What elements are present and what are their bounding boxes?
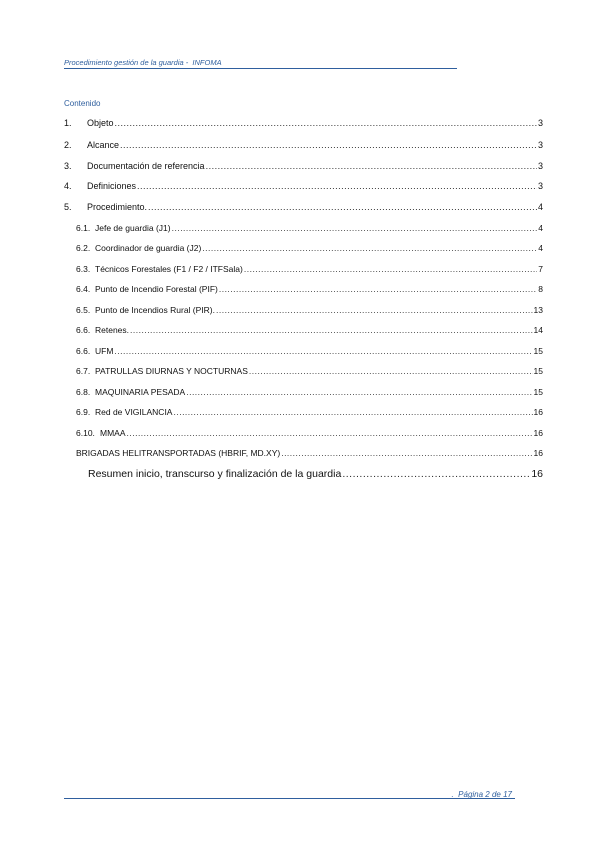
- toc-entry-title: Objeto: [87, 118, 114, 128]
- toc-leader-dots: [186, 387, 532, 397]
- toc-leader-dots: [148, 202, 537, 212]
- toc-entry-page: 16: [533, 407, 543, 417]
- toc-entry-number: 6.9.: [76, 407, 91, 417]
- toc-leader-dots: [244, 264, 537, 274]
- toc-leader-dots: [281, 448, 532, 458]
- toc-entry-red-vigilancia[interactable]: [76, 407, 543, 417]
- toc-entry-title: Técnicos Forestales (F1 / F2 / ITFSala): [95, 264, 243, 274]
- toc-entry-procedimiento[interactable]: [64, 202, 543, 212]
- toc-leader-dots: [130, 325, 533, 335]
- toc-leader-dots: [342, 468, 530, 480]
- toc-entry-number: 6.6.: [76, 346, 91, 356]
- toc-entry-retenes[interactable]: [76, 325, 543, 335]
- toc-entry-number: 6.1.: [76, 223, 91, 233]
- toc-entry-title: MMAA: [100, 428, 126, 438]
- toc-entry-page: 16: [531, 468, 543, 480]
- toc-entry-jefe-guardia[interactable]: [76, 223, 543, 233]
- toc-entry-title: Punto de Incendio Forestal (PIF): [95, 284, 218, 294]
- toc-entry-page: 16: [533, 428, 543, 438]
- toc-entry-title: Alcance: [87, 140, 120, 150]
- toc-entry-page: 3: [537, 140, 543, 150]
- toc-entry-page: 4: [537, 202, 543, 212]
- page-footer: . Página 2 de 17: [451, 790, 512, 799]
- toc-entry-page: 3: [537, 181, 543, 191]
- toc-entry-title: UFM: [95, 346, 114, 356]
- toc-entry-number: 6.6.: [76, 325, 91, 335]
- toc-entry-ufm[interactable]: [76, 346, 543, 356]
- toc-entry-title: MAQUINARIA PESADA: [95, 387, 186, 397]
- toc-entry-title: Coordinador de guardia (J2): [95, 243, 202, 253]
- toc-leader-dots: [173, 407, 532, 417]
- toc-entry-title: BRIGADAS HELITRANSPORTADAS (HBRIF, MD.XY): [76, 448, 281, 458]
- toc-entry-patrullas[interactable]: [76, 366, 543, 376]
- toc-entry-alcance[interactable]: [64, 140, 543, 150]
- toc-entry-coordinador-guardia[interactable]: [76, 243, 543, 253]
- toc-entry-punto-incendio-forestal[interactable]: [76, 284, 543, 294]
- toc-entry-punto-incendios-rural[interactable]: [76, 305, 543, 315]
- toc-entry-page: 8: [538, 284, 543, 294]
- toc-leader-dots: [172, 223, 538, 233]
- toc-entry-title: Retenes.: [95, 325, 130, 335]
- toc-leader-dots: [249, 366, 533, 376]
- page-header: Procedimiento gestión de la guardia - INFOMA: [64, 58, 222, 67]
- toc-entry-number: 6.10.: [76, 428, 95, 438]
- footer-rule: [64, 798, 515, 799]
- toc-entry-title: Jefe de guardia (J1): [95, 223, 171, 233]
- toc-entry-mmaa[interactable]: [76, 428, 543, 438]
- header-rule: [64, 68, 457, 69]
- toc-heading: Contenido: [64, 99, 101, 108]
- toc-leader-dots: [137, 181, 537, 191]
- toc-entry-page: 15: [533, 387, 543, 397]
- toc-entry-number: 4.: [64, 181, 72, 191]
- toc-entry-maquinaria-pesada[interactable]: [76, 387, 543, 397]
- toc-leader-dots: [219, 284, 537, 294]
- toc-entry-page: 16: [533, 448, 543, 458]
- toc-entry-number: 3.: [64, 161, 72, 171]
- toc-entry-title: Documentación de referencia: [87, 161, 205, 171]
- toc-entry-number: 2.: [64, 140, 72, 150]
- toc-entry-number: 6.2.: [76, 243, 91, 253]
- toc-entry-page: 13: [533, 305, 543, 315]
- toc-entry-number: 6.7.: [76, 366, 91, 376]
- toc-entry-tecnicos-forestales[interactable]: [76, 264, 543, 274]
- toc-leader-dots: [216, 305, 533, 315]
- toc-entry-objeto[interactable]: [64, 118, 543, 128]
- toc-entry-page: 15: [533, 346, 543, 356]
- toc-leader-dots: [115, 118, 537, 128]
- toc-entry-number: 6.3.: [76, 264, 91, 274]
- toc-entry-title: Resumen inicio, transcurso y finalización de la guardia: [88, 468, 342, 480]
- toc-entry-title: Punto de Incendios Rural (PIR).: [95, 305, 216, 315]
- toc-entry-number: 6.4.: [76, 284, 91, 294]
- toc-entry-definiciones[interactable]: [64, 181, 543, 191]
- toc-entry-number: 5.: [64, 202, 72, 212]
- toc-leader-dots: [127, 428, 533, 438]
- toc-entry-page: 3: [537, 118, 543, 128]
- toc-entry-page: 3: [537, 161, 543, 171]
- toc-entry-title: PATRULLAS DIURNAS Y NOCTURNAS: [95, 366, 248, 376]
- toc-leader-dots: [202, 243, 537, 253]
- toc-entry-page: 4: [538, 223, 543, 233]
- toc-entry-page: 15: [533, 366, 543, 376]
- toc-entry-brigadas[interactable]: [76, 448, 543, 458]
- toc-entry-documentacion[interactable]: [64, 161, 543, 171]
- toc-entry-title: Definiciones: [87, 181, 137, 191]
- toc-leader-dots: [206, 161, 537, 171]
- toc-entry-number: 6.8.: [76, 387, 91, 397]
- toc-entry-title: Procedimiento.: [87, 202, 148, 212]
- toc-leader-dots: [114, 346, 532, 356]
- toc-entry-title: Red de VIGILANCIA: [95, 407, 173, 417]
- toc-leader-dots: [120, 140, 537, 150]
- toc-entry-page: 14: [533, 325, 543, 335]
- toc-entry-resumen[interactable]: [88, 468, 543, 480]
- toc-entry-page: 7: [538, 264, 543, 274]
- toc-entry-number: 1.: [64, 118, 72, 128]
- toc-entry-number: 6.5.: [76, 305, 91, 315]
- toc-entry-page: 4: [538, 243, 543, 253]
